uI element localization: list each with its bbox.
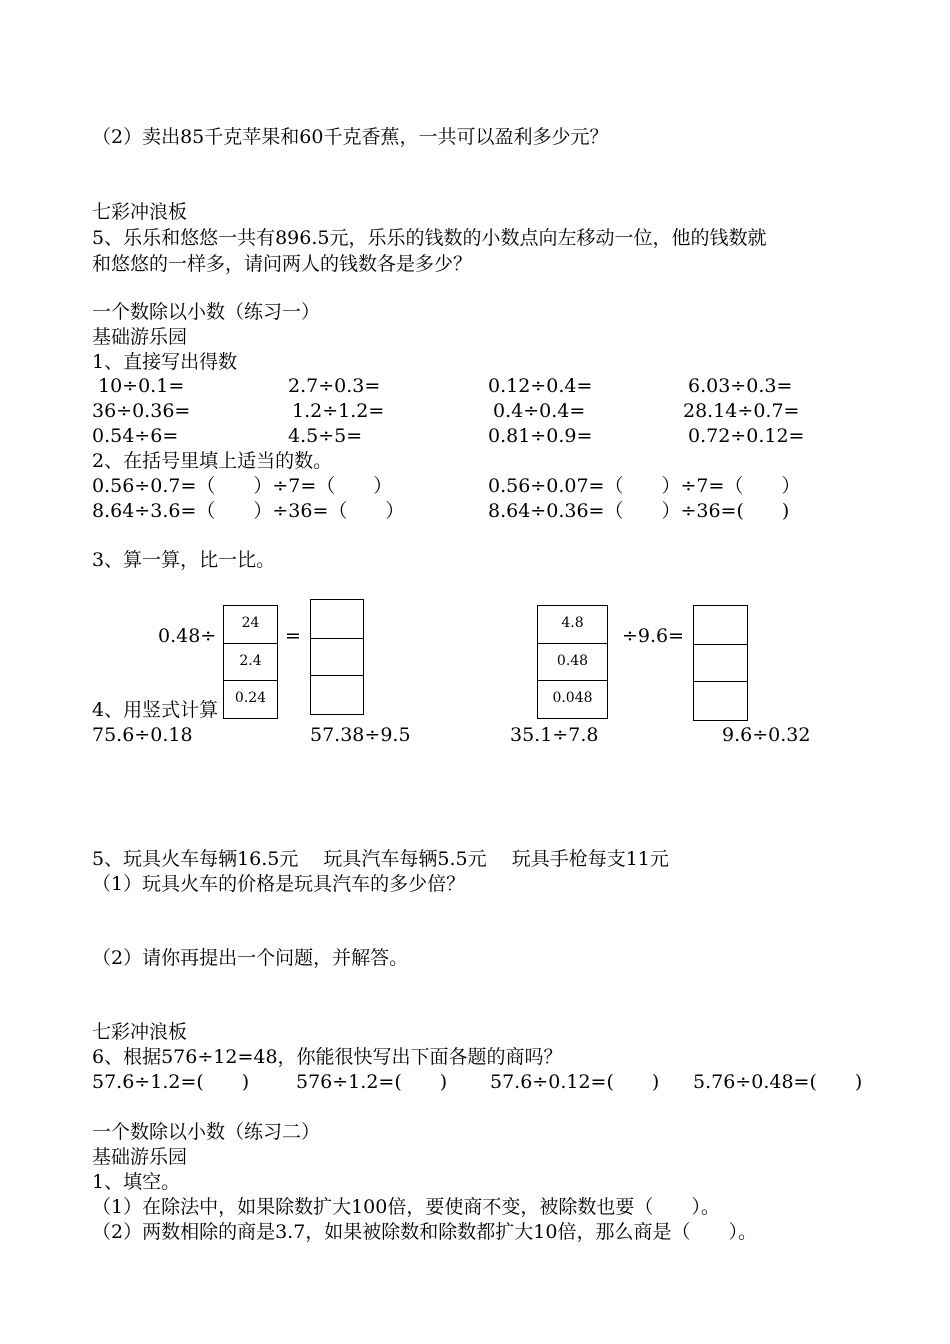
quotient-item: 5.76÷0.48=( ): [693, 1071, 863, 1093]
calc-item: 28.14÷0.7=: [683, 400, 800, 422]
practice-2-subtitle: 基础游乐园: [92, 1146, 188, 1168]
calc-item: 1.2÷1.2=: [292, 400, 385, 422]
vertical-calc-item: 35.1÷7.8: [510, 724, 599, 746]
vertical-calc-item: 9.6÷0.32: [722, 724, 811, 746]
quotient-item: 576÷1.2=( ): [296, 1071, 448, 1093]
p1-question-2: 2、在括号里填上适当的数。: [92, 450, 333, 472]
question-2-profit: （2）卖出85千克苹果和60千克香蕉，一共可以盈利多少元？: [92, 126, 609, 148]
value-cell: 0.24: [234, 690, 267, 706]
quotient-item: 57.6÷1.2=( ): [92, 1071, 250, 1093]
question-5-line-1: 5、乐乐和悠悠一共有896.5元，乐乐的钱数的小数点向左移动一位，他的钱数就: [92, 227, 767, 249]
practice-2-title: 一个数除以小数（练习二）: [92, 1121, 321, 1143]
p1-question-5-2: （2）请你再提出一个问题，并解答。: [92, 947, 409, 969]
practice-1-subtitle: 基础游乐园: [92, 326, 188, 348]
question-5-line-2: 和悠悠的一样多，请问两人的钱数各是多少？: [92, 253, 473, 275]
compare-left-values-box: [223, 605, 278, 719]
p1-question-3: 3、算一算，比一比。: [92, 549, 276, 571]
calc-item: 0.4÷0.4=: [493, 400, 586, 422]
vertical-calc-item: 57.38÷9.5: [310, 724, 411, 746]
compare-right-values-box: [537, 605, 608, 719]
calc-item: 36÷0.36=: [92, 400, 191, 422]
answer-cell[interactable]: [311, 600, 363, 639]
answer-cell[interactable]: [694, 682, 747, 719]
calc-item: 0.81÷0.9=: [488, 425, 593, 447]
p1-question-4: 4、用竖式计算: [92, 699, 219, 721]
calc-item: 0.72÷0.12=: [688, 425, 805, 447]
compare-left-equals: =: [285, 625, 301, 647]
compare-right-suffix: ÷9.6=: [622, 625, 685, 647]
value-cell: 24: [224, 606, 277, 644]
vertical-calc-item: 75.6÷0.18: [92, 724, 193, 746]
compare-left-prefix: 0.48÷: [158, 625, 217, 647]
answer-cell[interactable]: [694, 645, 747, 682]
value-cell: 2.4: [224, 644, 277, 681]
value-cell: 0.48: [538, 644, 607, 681]
p1-question-5-1: （1）玩具火车的价格是玩具汽车的多少倍？: [92, 873, 466, 895]
calc-item: 2.7÷0.3=: [288, 375, 381, 397]
quotient-item: 57.6÷0.12=( ): [490, 1071, 660, 1093]
p2-question-1-1: （1）在除法中，如果除数扩大100倍，要使商不变，被除数也要（ ）。: [92, 1196, 720, 1218]
practice-1-title: 一个数除以小数（练习一）: [92, 301, 321, 323]
fill-item: 8.64÷0.36=（ ）÷36=( ): [488, 500, 790, 522]
compare-right-answer-box[interactable]: [693, 605, 748, 721]
calc-item: 6.03÷0.3=: [688, 375, 793, 397]
answer-cell[interactable]: [694, 606, 747, 645]
fill-item: 8.64÷3.6=（ ）÷36=（ ）: [92, 500, 405, 522]
section-heading: 七彩冲浪板: [92, 1021, 188, 1043]
value-cell: 4.8: [538, 606, 607, 644]
calc-item: 0.54÷6=: [92, 425, 179, 447]
fill-item: 0.56÷0.7=（ ）÷7=（ ）: [92, 475, 393, 497]
answer-cell[interactable]: [311, 639, 363, 676]
calc-item: 0.12÷0.4=: [488, 375, 593, 397]
p1-question-5: 5、玩具火车每辆16.5元 玩具汽车每辆5.5元 玩具手枪每支11元: [92, 848, 669, 870]
p2-question-1-2: （2）两数相除的商是3.7，如果被除数和除数都扩大10倍，那么商是（ ）。: [92, 1221, 757, 1243]
calc-item: 4.5÷5=: [288, 425, 363, 447]
calc-item: 10÷0.1=: [98, 375, 185, 397]
value-cell: 0.048: [552, 690, 593, 706]
compare-left-answer-box[interactable]: [310, 599, 364, 715]
section-heading: 七彩冲浪板: [92, 201, 188, 223]
fill-item: 0.56÷0.07=（ ）÷7=（ ）: [488, 475, 801, 497]
answer-cell[interactable]: [311, 676, 363, 713]
p1-question-6: 6、根据576÷12=48，你能很快写出下面各题的商吗？: [92, 1046, 563, 1068]
p1-question-1: 1、直接写出得数: [92, 351, 238, 373]
p2-question-1: 1、填空。: [92, 1171, 181, 1193]
